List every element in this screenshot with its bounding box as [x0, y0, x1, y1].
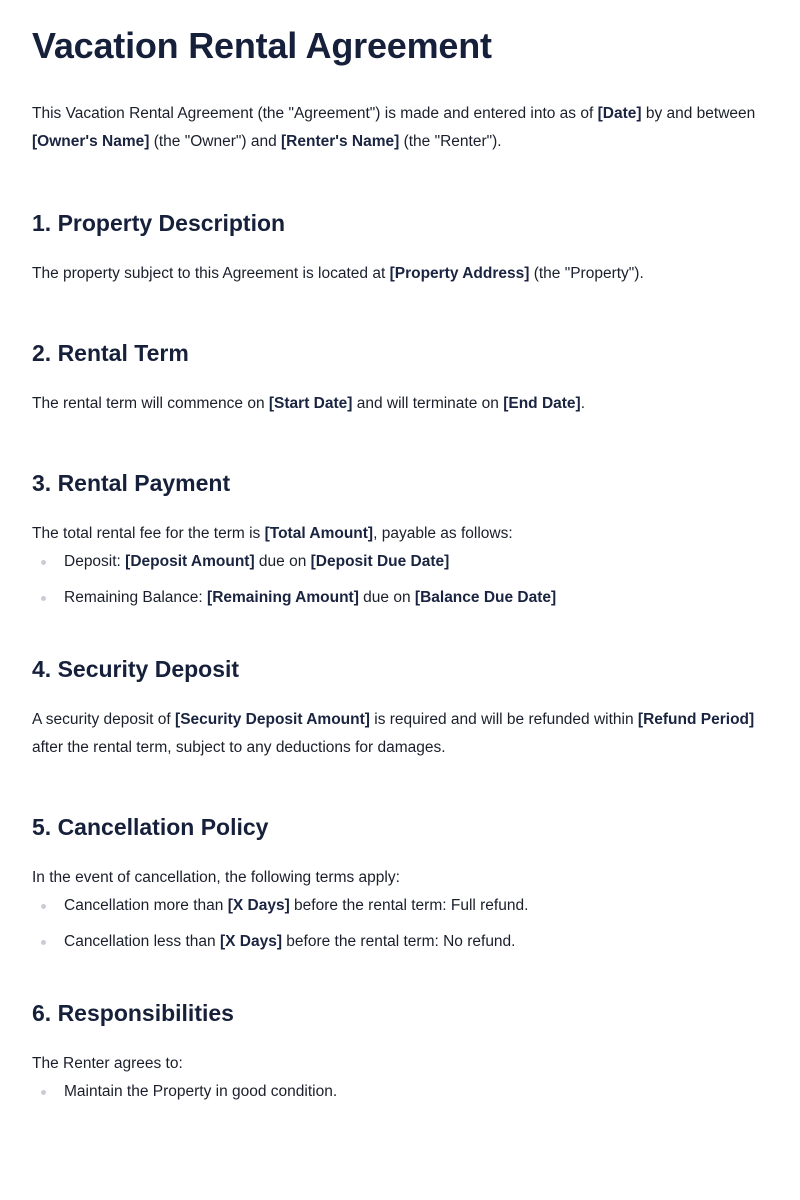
list-item-text: Cancellation less than — [64, 933, 220, 950]
date-placeholder: [Date] — [597, 105, 642, 122]
list-item-text: before the rental term: Full refund. — [289, 897, 529, 914]
list-item — [32, 928, 768, 956]
bullet-icon — [41, 940, 46, 945]
intro-text: (the "Owner") and — [149, 133, 282, 150]
security-deposit-amount-placeholder: [Security Deposit Amount] — [175, 711, 370, 728]
renter-name-placeholder: [Renter's Name] — [281, 133, 400, 150]
list-item — [32, 892, 768, 920]
total-amount-placeholder: [Total Amount] — [264, 525, 374, 542]
list-item-text: Maintain the Property in good condition. — [64, 1083, 338, 1100]
intro-text: (the "Renter"). — [399, 133, 502, 150]
document-title: Vacation Rental Agreement — [32, 25, 492, 66]
cancellation-policy-paragraph: In the event of cancellation, the following terms apply: — [32, 869, 400, 886]
responsibilities-list — [32, 1078, 768, 1106]
paragraph-text: is required and will be refunded within — [369, 711, 638, 728]
balance-due-date-placeholder: [Balance Due Date] — [414, 589, 557, 606]
payment-list — [32, 548, 768, 612]
list-item-text: Remaining Balance: — [64, 589, 208, 606]
refund-period-placeholder: [Refund Period] — [637, 711, 755, 728]
section-heading-rental-payment: 3. Rental Payment — [32, 470, 231, 496]
intro-text: by and between — [641, 105, 756, 122]
paragraph-text: (the "Property"). — [529, 265, 644, 282]
remaining-amount-placeholder: [Remaining Amount] — [207, 589, 359, 606]
paragraph-text: and will terminate on — [352, 395, 504, 412]
intro-text: This Vacation Rental Agreement (the "Agreement") is made and entered into as of — [32, 105, 598, 122]
list-item-text: Cancellation more than — [64, 897, 228, 914]
paragraph-text: The rental term will commence on — [32, 395, 269, 412]
bullet-icon — [41, 596, 46, 601]
list-item-text: Deposit: — [64, 553, 126, 570]
section-heading-responsibilities: 6. Responsibilities — [32, 1000, 234, 1026]
deposit-due-date-placeholder: [Deposit Due Date] — [310, 553, 450, 570]
paragraph-text: The total rental fee for the term is — [32, 525, 265, 542]
bullet-icon — [41, 904, 46, 909]
paragraph-text: The property subject to this Agreement is located at — [32, 265, 390, 282]
rental-term-paragraph — [32, 390, 768, 418]
x-days-placeholder: [X Days] — [227, 897, 290, 914]
security-deposit-paragraph — [32, 706, 768, 762]
list-item-text: before the rental term: No refund. — [282, 933, 516, 950]
list-item-text: due on — [358, 589, 415, 606]
list-item — [32, 584, 768, 612]
list-item — [32, 1078, 768, 1106]
end-date-placeholder: [End Date] — [503, 395, 581, 412]
deposit-amount-placeholder: [Deposit Amount] — [125, 553, 255, 570]
section-heading-property-description: 1. Property Description — [32, 210, 286, 236]
paragraph-text: , payable as follows: — [373, 525, 513, 542]
intro-paragraph — [32, 100, 768, 156]
paragraph-text: . — [580, 395, 586, 412]
start-date-placeholder: [Start Date] — [268, 395, 353, 412]
section-heading-security-deposit: 4. Security Deposit — [32, 656, 240, 682]
section-heading-cancellation-policy: 5. Cancellation Policy — [32, 814, 269, 840]
x-days-placeholder: [X Days] — [219, 933, 282, 950]
bullet-icon — [41, 560, 46, 565]
bullet-icon — [41, 1090, 46, 1095]
responsibilities-paragraph: The Renter agrees to: — [32, 1055, 183, 1072]
property-address-placeholder: [Property Address] — [389, 265, 530, 282]
section-heading-rental-term: 2. Rental Term — [32, 340, 189, 366]
rental-payment-paragraph — [32, 520, 768, 548]
paragraph-text: A security deposit of — [32, 711, 176, 728]
paragraph-text: after the rental term, subject to any deductions for damages. — [32, 739, 446, 756]
list-item — [32, 548, 768, 576]
property-description-paragraph — [32, 260, 768, 288]
list-item-text: due on — [254, 553, 311, 570]
cancellation-list — [32, 892, 768, 956]
owner-name-placeholder: [Owner's Name] — [32, 133, 150, 150]
